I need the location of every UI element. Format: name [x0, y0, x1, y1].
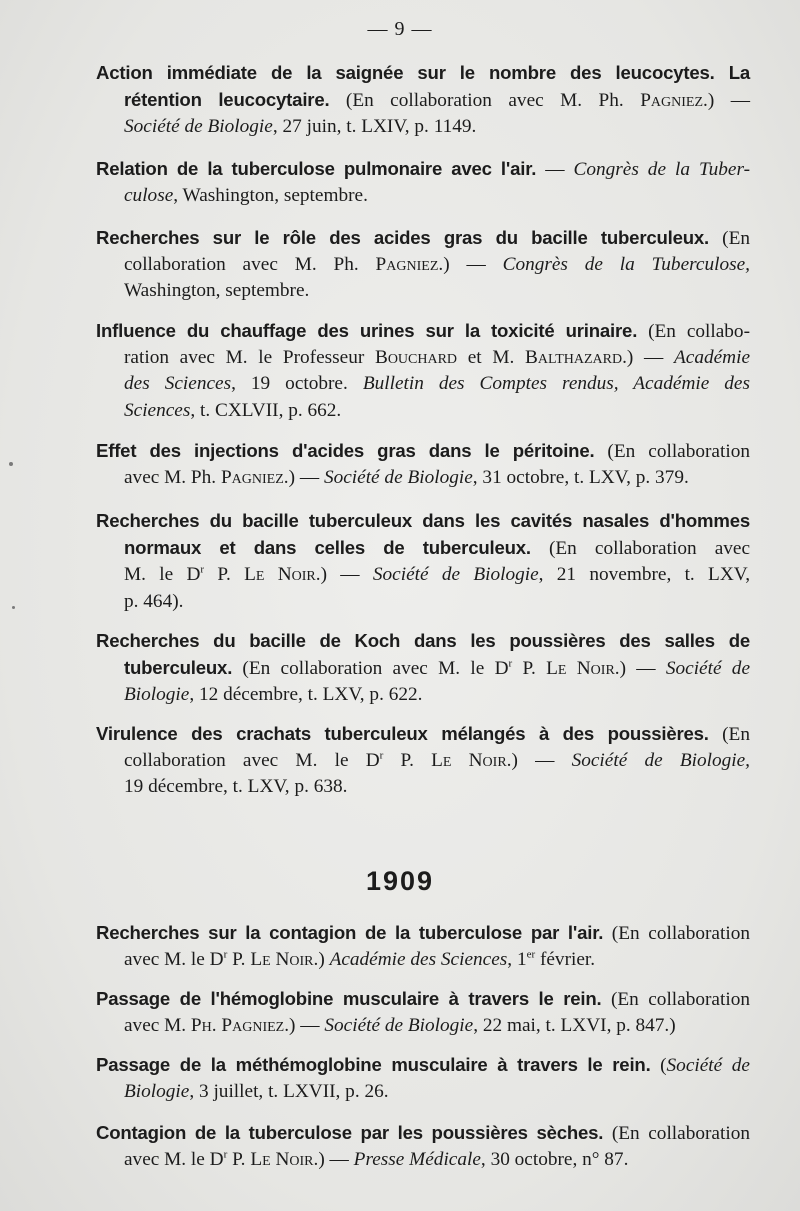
bibliography-entry	[96, 721, 750, 801]
entry-line: normaux et dans celles de tuberculeux. (En collaboration avec	[124, 537, 751, 560]
entry-line: avec M. Ph. Pagniez.) — Société de Biologie, 31 octobre, t. LXV, p. 379.	[124, 467, 689, 489]
entry-line: avec M. le $D^r$ P. Le Noir.) — Presse Médicale, 30 octobre, n° 87.	[124, 1148, 629, 1171]
entry-line: culose, Washington, septembre.	[124, 185, 368, 207]
entry-line: 19 décembre, t. LXV, p. 638.	[124, 776, 348, 798]
bibliography-entry	[96, 1052, 750, 1105]
bibliography-entry	[96, 986, 750, 1039]
entry-line: Sciences, t. CXLVII, p. 662.	[124, 399, 342, 421]
bibliography-entry	[96, 508, 750, 615]
entry-line: Passage de l'hémoglobine musculaire à travers le rein. (En collaboration	[96, 988, 750, 1010]
entry-line: avec M. le $D^r$ P. Le Noir.) Académie des Sciences, 1er février.	[124, 948, 596, 971]
entry-line: Passage de la méthémoglobine musculaire à travers le rein. (Société de	[96, 1054, 750, 1076]
entry-line: collaboration avec M. le $D^r$ P. Le Noir.) — Société de Biologie,	[124, 749, 750, 772]
entry-line: Effet des injections d'acides gras dans le péritoine. (En collaboration	[96, 440, 750, 462]
entry-line: avec M. Ph. Pagniez.) — Société de Biologie, 22 mai, t. LXVI, p. 847.)	[124, 1015, 676, 1037]
bibliography-entry	[96, 628, 750, 709]
entry-line: Recherches du bacille de Koch dans les poussières des salles de	[96, 630, 750, 651]
entry-line: Biologie, 3 juillet, t. LXVII, p. 26.	[124, 1081, 389, 1103]
bibliography-entry	[96, 318, 750, 424]
entry-line: collaboration avec M. Ph. Pagniez.) — Congrès de la Tuberculose,	[124, 254, 750, 276]
entry-line: Relation de la tuberculose pulmonaire avec l'air. — Congrès de la Tuber-	[96, 158, 751, 180]
bibliography-entry	[96, 920, 750, 973]
entry-line: Contagion de la tuberculose par les poussières sèches. (En collaboration	[96, 1122, 750, 1144]
entry-line: des Sciences, 19 octobre. Bulletin des Comptes rendus, Académie des	[124, 373, 750, 395]
entry-line: Recherches du bacille tuberculeux dans les cavités nasales d'hommes	[96, 510, 750, 531]
entry-line: Influence du chauffage des urines sur la toxicité urinaire. (En collabo-	[96, 320, 750, 342]
entry-line: Action immédiate de la saignée sur le nombre des leucocytes. La	[96, 62, 750, 83]
entry-line: ration avec M. le Professeur Bouchard et M. Balthazard.) — Académie	[124, 347, 750, 369]
entry-line: Société de Biologie, 27 juin, t. LXIV, p. 1149.	[124, 116, 477, 138]
entry-line: p. 464).	[124, 590, 184, 612]
entry-line: Recherches sur le rôle des acides gras du bacille tuberculeux. (En	[96, 227, 750, 249]
bibliography-entry	[96, 225, 750, 305]
entry-line: Biologie, 12 décembre, t. LXV, p. 622.	[124, 684, 423, 706]
page-number: — 9 —	[367, 18, 433, 40]
entry-line: rétention leucocytaire. (En collaboration avec M. Ph. Pagniez.) —	[124, 89, 751, 112]
bibliography-entry	[96, 156, 750, 209]
bibliography-entry	[96, 438, 750, 491]
bibliography-entry	[96, 1120, 750, 1173]
entry-line: tuberculeux. (En collaboration avec M. le $D^r$ P. Le Noir.) — Société de	[124, 657, 751, 680]
entry-line: M. le $D^r$ P. Le Noir.) — Société de Biologie, 21 novembre, t. LXV,	[124, 563, 751, 586]
scan-speck	[12, 606, 15, 609]
entry-line: Washington, septembre.	[124, 280, 310, 302]
entry-line: Virulence des crachats tuberculeux mélangés à des poussières. (En	[96, 723, 750, 745]
bibliography-entry	[96, 60, 750, 141]
entry-line: Recherches sur la contagion de la tuberculose par l'air. (En collaboration	[96, 922, 750, 944]
year-heading: 1909	[365, 866, 435, 896]
scan-speck	[9, 462, 13, 466]
